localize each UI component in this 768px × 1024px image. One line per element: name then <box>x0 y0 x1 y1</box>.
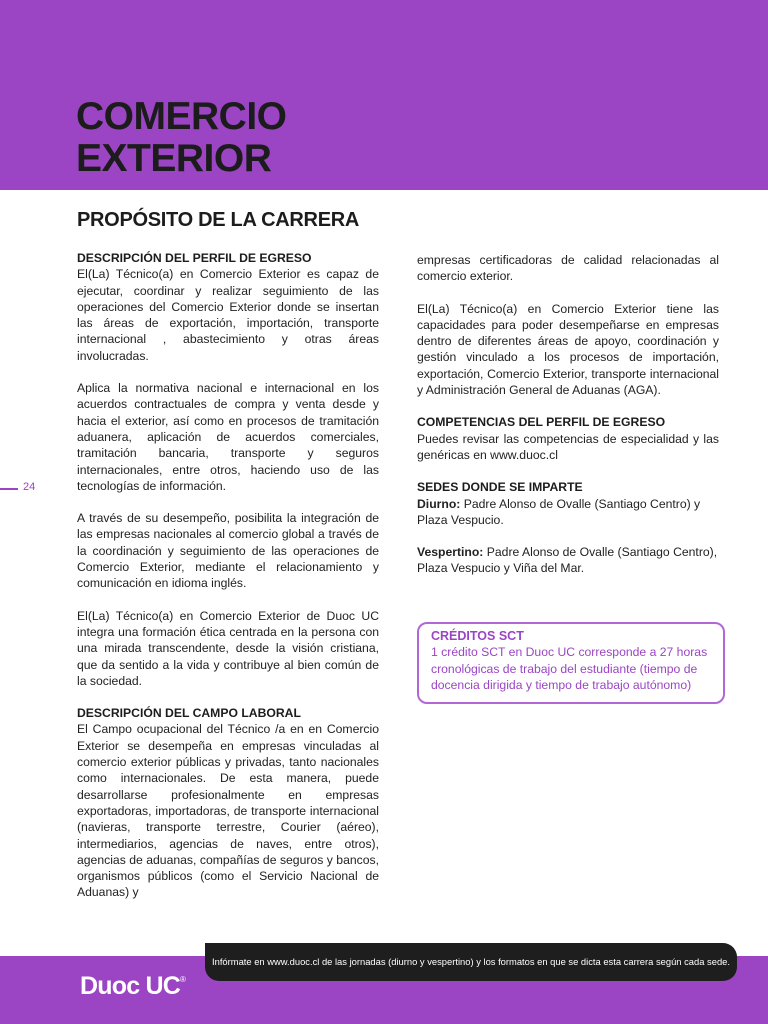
campo-paragraph-1: El Campo ocupacional del Técnico /a en en Comercio Exterior se desempeña en empresas vinculadas al comercio exterior públicas y privadas, tanto nacionales como internacionales. De esta manera, puede desarrollarse profesionalmente en empresas exportadoras, importadoras, de transporte internacional (navieras, transporte terrestre, Courier (aéreo), intermediarios, agencias de naves, entre otros), agencias de aduanas, compañías de seguros y bancos, organismos públicos (como el Servicio Nacional de Aduanas) y <box>77 722 379 900</box>
perfil-paragraph-2: Aplica la normativa nacional e internacional en los acuerdos contractuales de compra y venta desde y hacia el exterior, así como en procesos de tramitación aduanera, aplicación de acuerdos comerciales, tramitación bancaria, transporte y seguros internacionales, entre otros, haciendo uso de las tecnologías de información. <box>77 381 379 493</box>
section-title: PROPÓSITO DE LA CARRERA <box>77 209 360 231</box>
campo-paragraph-1-continued: empresas certificadoras de calidad relacionadas al comercio exterior. <box>417 253 719 284</box>
sede-diurno <box>417 496 719 529</box>
competencias-body: Puedes revisar las competencias de especialidad y las genéricas en www.duoc.cl <box>417 431 719 462</box>
vespertino-label: Vespertino: <box>417 545 484 560</box>
logo-text: Duoc UC <box>80 972 180 1000</box>
perfil-paragraph-3: A través de su desempeño, posibilita la integración de las empresas nacionales al comercio global a través de la coordinación y seguimiento de las operaciones de Comercio Exterior, mediante el relacionamiento y comunicación en idioma inglés. <box>77 511 379 591</box>
campo-heading: DESCRIPCIÓN DEL CAMPO LABORAL <box>77 706 301 721</box>
vespertino-text: Padre Alonso de Ovalle (Santiago Centro), Plaza Vespucio y Viña del Mar. <box>417 545 718 576</box>
duoc-uc-logo <box>80 972 185 1001</box>
page-title <box>76 96 287 180</box>
campo-paragraph-2: El(La) Técnico(a) en Comercio Exterior tiene las capacidades para poder desempeñarse en empresas dentro de diferentes áreas de apoyo, coordinación y gestión vinculado a los procesos de importación, exportación, Comercio Exterior, transporte internacional y Administración General de Aduanas (AGA). <box>417 301 719 398</box>
sede-vespertino <box>417 544 719 577</box>
title-line-2: EXTERIOR <box>76 137 272 180</box>
diurno-label: Diurno: <box>417 496 461 511</box>
registered-mark: ® <box>179 975 186 984</box>
page-marker-line <box>0 488 18 490</box>
competencias-heading: COMPETENCIAS DEL PERFIL DE EGRESO <box>417 415 666 430</box>
left-column <box>77 250 379 917</box>
credits-box <box>417 622 725 704</box>
page-marker <box>0 480 60 496</box>
competencias-text <box>417 431 719 464</box>
credits-text: 1 crédito SCT en Duoc UC corresponde a 27 horas cronológicas de trabajo del estudiante (tiempo de docencia dirigida y tiempo de trabajo autónomo) <box>431 645 708 692</box>
perfil-paragraph-4: El(La) Técnico(a) en Comercio Exterior de Duoc UC integra una formación ética centrada en la persona con una mirada transcendente, desde la visión cristiana, que da sentido a la vida y contribuye al bien común de la sociedad. <box>77 608 379 688</box>
perfil-heading: DESCRIPCIÓN DEL PERFIL DE EGRESO <box>77 251 312 265</box>
perfil-paragraph-1: El(La) Técnico(a) en Comercio Exterior es capaz de ejecutar, coordinar y realizar seguimiento de las operaciones del Comercio Exterior donde se insertan las áreas de exportación, importación, transporte internacional , abastecimiento y otras áreas involucradas. <box>77 267 379 363</box>
right-column <box>417 252 719 593</box>
sedes-heading: SEDES DONDE SE IMPARTE <box>417 480 583 495</box>
credits-heading: CRÉDITOS SCT <box>431 629 524 643</box>
title-line-1: COMERCIO <box>76 95 287 138</box>
diurno-text: Padre Alonso de Ovalle (Santiago Centro) y Plaza Vespucio. <box>417 496 701 527</box>
page-number: 24 <box>23 481 36 493</box>
footer-notice: Infórmate en www.duoc.cl de las jornadas (diurno y vespertino) y los formatos en que se dicta esta carrera según cada sede. <box>205 943 737 981</box>
